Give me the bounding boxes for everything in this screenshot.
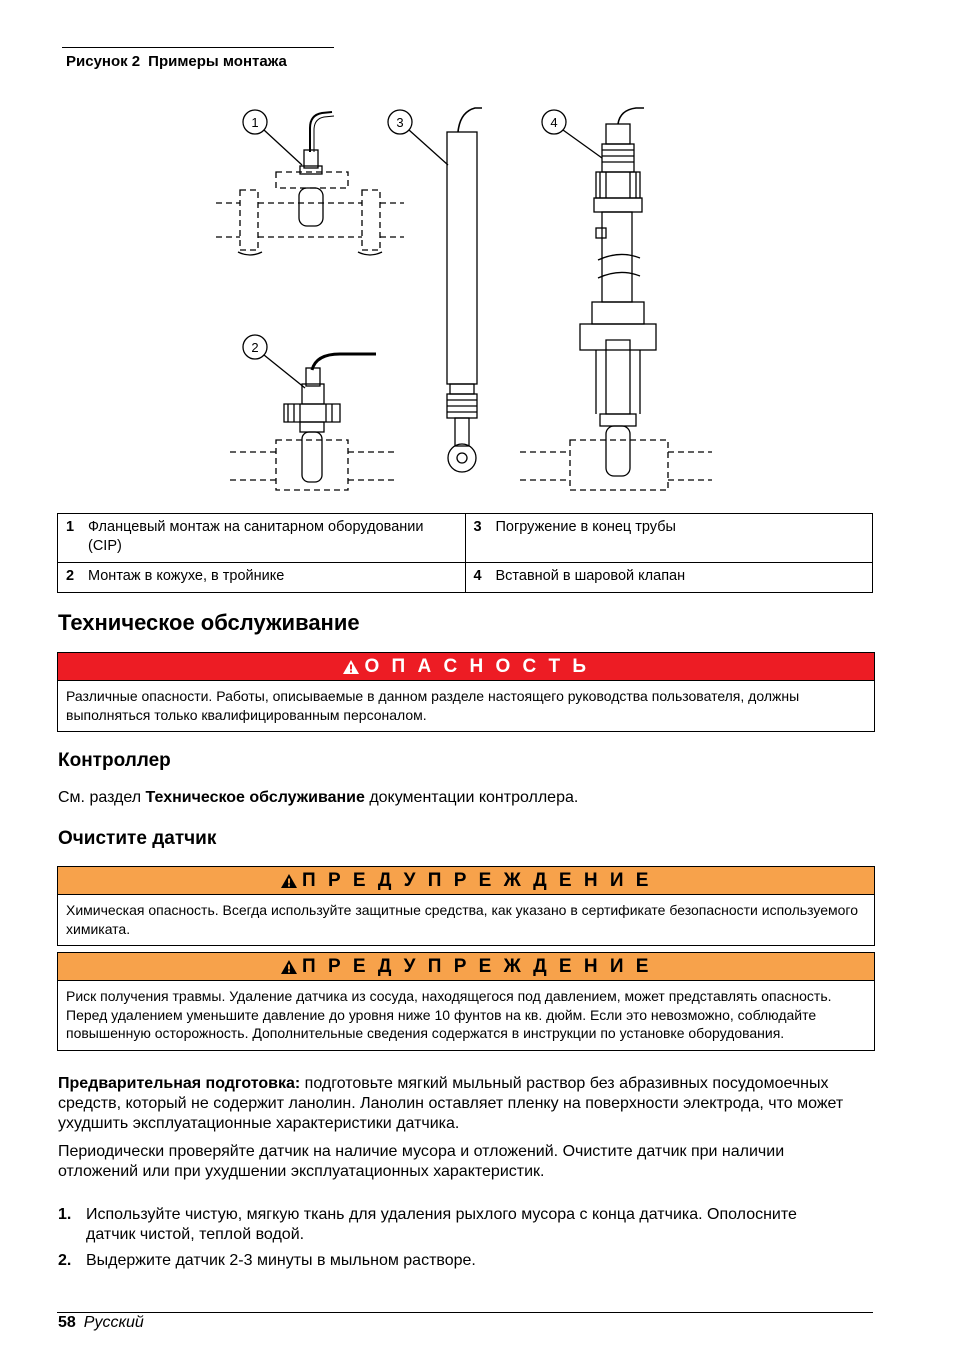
figure-legend-table — [57, 513, 873, 593]
warning-triangle-icon — [280, 959, 298, 975]
warning-triangle-icon — [342, 659, 360, 675]
pipe-end-drawing — [447, 108, 482, 472]
legend-text: Монтаж в кожухе, в тройнике — [88, 568, 285, 584]
figure-caption-rule — [62, 47, 334, 48]
warning-callout-chemical — [57, 866, 875, 946]
periodic-check-paragraph: Периодически проверяйте датчик на наличие мусора и отложений. Очистите датчик при наличии отложений или при ухудшении эксплуатационных характеристик. — [58, 1143, 785, 1180]
preparation-paragraph — [58, 1074, 848, 1134]
figure-caption-title: Примеры монтажа — [148, 53, 287, 70]
step-number: 1. — [58, 1206, 72, 1223]
callout-1-label: 1 — [251, 115, 259, 130]
warning-header — [58, 867, 874, 895]
danger-title: О П А С Н О С Т Ь — [364, 655, 590, 677]
warning-title: П Р Е Д У П Р Е Ж Д Е Н И Е — [302, 955, 652, 977]
legend-text: Фланцевый монтаж на санитарном оборудовании (CIP) — [88, 519, 424, 554]
table-row — [58, 563, 873, 593]
warning-text: Риск получения травмы. Удаление датчика из сосуда, находящегося под давлением, может представлять опасность. Перед удалением уменьшите давление до уровня ниже 10 фунтов на кв. дюйм. Если это невозможно, соблюдайте повышенную осторожность. Дополнительные сведения содержатся в инструкции по установке оборудования. — [66, 988, 832, 1041]
legend-cell — [58, 514, 466, 563]
section-title: Техническое обслуживание — [58, 610, 360, 635]
figure-caption — [66, 53, 287, 70]
step-number: 2. — [58, 1252, 72, 1269]
page-footer — [58, 1314, 144, 1332]
ball-valve-drawing — [520, 108, 712, 490]
flange-mount-drawing — [216, 112, 404, 255]
clean-sensor-heading: Очистите датчик — [58, 828, 217, 849]
controller-text-bold: Техническое обслуживание — [145, 789, 365, 806]
legend-number: 4 — [473, 568, 482, 584]
controller-paragraph — [58, 788, 578, 808]
legend-cell — [58, 563, 466, 593]
warning-text: Химическая опасность. Всегда используйте защитные средства, как указано в сертификате безопасности используемого химиката. — [66, 902, 858, 937]
legend-cell — [465, 563, 873, 593]
legend-text: Вставной в шаровой клапан — [495, 568, 686, 584]
callout-2-label: 2 — [251, 340, 259, 355]
list-item — [58, 1205, 858, 1245]
tee-mount-drawing — [230, 354, 398, 490]
legend-text: Погружение в конец трубы — [495, 519, 676, 535]
warning-triangle-icon — [280, 873, 298, 889]
step-text: Выдержите датчик 2-3 минуты в мыльном растворе. — [86, 1252, 476, 1269]
step-text: Используйте чистую, мягкую ткань для удаления рыхлого мусора с конца датчика. Ополосните датчик чистой, теплой водой. — [86, 1206, 797, 1243]
mounting-examples-figure — [200, 100, 760, 500]
warning-header — [58, 953, 874, 981]
legend-number: 1 — [66, 519, 75, 535]
legend-number: 3 — [473, 519, 482, 535]
callout-2 — [243, 335, 305, 388]
footer-language: Русский — [83, 1314, 144, 1331]
figure-caption-label: Рисунок 2 — [66, 53, 141, 70]
footer-rule — [57, 1312, 873, 1313]
warning-callout-pressure — [57, 952, 875, 1051]
preparation-text: подготовьте мягкий мыльный раствор без абразивных посудомоечных средств, который не содержит ланолин. Ланолин оставляет пленку на поверхности электрода, что может ухудшить эксплуатационные характеристики датчика. — [58, 1075, 844, 1132]
callout-4 — [542, 110, 602, 158]
table-row — [58, 514, 873, 563]
callout-4-label: 4 — [550, 115, 558, 130]
legend-number: 2 — [66, 568, 75, 584]
controller-text-before: См. раздел — [58, 789, 146, 806]
page-number: 58 — [58, 1314, 76, 1331]
callout-3-label: 3 — [396, 115, 404, 130]
controller-text-after: документации контроллера. — [364, 789, 579, 806]
preparation-label: Предварительная подготовка: — [58, 1075, 301, 1092]
controller-heading: Контроллер — [58, 750, 171, 771]
danger-callout — [57, 652, 875, 732]
list-item — [58, 1251, 858, 1271]
callout-3 — [388, 110, 448, 165]
danger-text: Различные опасности. Работы, описываемые в данном разделе настоящего руководства пользователя, должны выполняться только квалифицированным персоналом. — [66, 688, 800, 723]
danger-header — [58, 653, 874, 681]
warning-title: П Р Е Д У П Р Е Ж Д Е Н И Е — [302, 869, 652, 891]
callout-1 — [243, 110, 302, 165]
legend-cell — [465, 514, 873, 563]
